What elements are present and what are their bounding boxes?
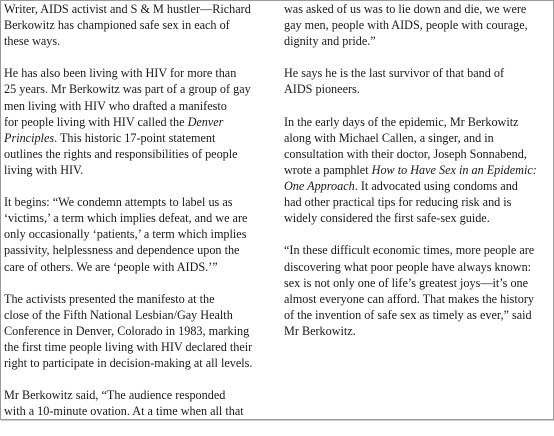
- paragraph-conference: [4, 291, 273, 371]
- text-line: gay men, people with AIDS, people with courage,: [284, 18, 528, 33]
- text-line: He has also been living with HIV for more than: [4, 66, 237, 81]
- text-run: wrote a pamphlet: [284, 162, 372, 177]
- paragraph-denver-principles: [4, 65, 273, 178]
- text-line: the first time people living with HIV declared their: [4, 339, 253, 354]
- paragraph-pamphlet: [284, 114, 552, 227]
- text-line: men living with HIV who drafted a manifesto: [4, 98, 227, 113]
- article-column-right: [284, 1, 552, 355]
- paragraph-ovation-continued: [284, 1, 552, 49]
- text-run: . This historic 17-point statement: [54, 130, 216, 145]
- text-line: “In these difficult economic times, more people are: [284, 243, 535, 258]
- text-line: [4, 114, 273, 130]
- text-line: of the invention of safe sex as timely as ever,” said: [284, 307, 532, 322]
- text-line: In the early days of the epidemic, Mr Berkowitz: [284, 114, 519, 129]
- text-line: with a 10-minute ovation. At a time when all that: [4, 404, 244, 419]
- text-line: dignity and pride.”: [284, 34, 376, 49]
- text-line: outlines the rights and responsibilities of people: [4, 146, 238, 161]
- text-line: [284, 178, 552, 194]
- text-line: consultation with their doctor, Joseph Sonnabend,: [284, 146, 527, 161]
- text-line: was asked of us was to lie down and die, we were: [284, 2, 527, 16]
- text-line: discovering what poor people have always known:: [284, 259, 532, 274]
- text-line: had other practical tips for reducing risk and is: [284, 195, 512, 210]
- text-line: Conference in Denver, Colorado in 1983, marking: [4, 323, 250, 338]
- text-line: Berkowitz has championed safe sex in each of: [4, 18, 230, 33]
- text-line: only occasionally ‘patients,’ a term which implies: [4, 227, 247, 242]
- text-line: It begins: “We condemn attempts to label us as: [4, 195, 233, 210]
- italic-title: How to Have Sex in an Epidemic:: [371, 162, 537, 177]
- text-line: [4, 130, 273, 146]
- text-line: along with Michael Callen, a singer, and in: [284, 130, 494, 145]
- text-line: passivity, helplessness and dependence upon the: [4, 243, 240, 258]
- text-run: . It advocated using condoms and: [354, 179, 518, 194]
- text-line: almost everyone can afford. That makes the history: [284, 291, 534, 306]
- text-line: right to participate in decision-making at all levels.: [4, 356, 253, 371]
- text-line: Mr Berkowitz.: [284, 323, 356, 338]
- italic-title: Denver: [187, 114, 224, 129]
- text-line: ‘victims,’ a term which implies defeat, and we are: [4, 211, 248, 226]
- text-line: Mr Berkowitz said, “The audience responded: [4, 388, 226, 403]
- text-line: AIDS pioneers.: [284, 82, 360, 97]
- text-line: 25 years. Mr Berkowitz was part of a group of gay: [4, 82, 251, 97]
- paragraph-economic-times: [284, 242, 552, 339]
- text-run: for people living with HIV called the: [4, 114, 188, 129]
- text-line: [284, 162, 552, 178]
- text-line: close of the Fifth National Lesbian/Gay Health: [4, 307, 233, 322]
- text-line: Writer, AIDS activist and S & M hustler—Richard: [4, 2, 251, 16]
- text-line: widely considered the first safe-sex guide.: [284, 211, 490, 226]
- text-line: care of others. We are ‘people with AIDS.’”: [4, 259, 218, 274]
- text-line: sex is not only one of life’s greatest joys—it’s one: [284, 275, 529, 290]
- paragraph-intro: [4, 1, 273, 49]
- paragraph-last-survivor: [284, 65, 552, 97]
- italic-title: One Approach: [284, 179, 355, 194]
- article-column-left: [4, 1, 273, 436]
- paragraph-ovation: [4, 387, 273, 419]
- paragraph-quote-manifesto: [4, 194, 273, 274]
- text-line: The activists presented the manifesto at the: [4, 291, 215, 306]
- text-line: He says he is the last survivor of that band of: [284, 66, 505, 81]
- italic-title: Principles: [4, 130, 55, 145]
- text-line: these ways.: [4, 34, 61, 49]
- text-line: living with HIV.: [4, 162, 84, 177]
